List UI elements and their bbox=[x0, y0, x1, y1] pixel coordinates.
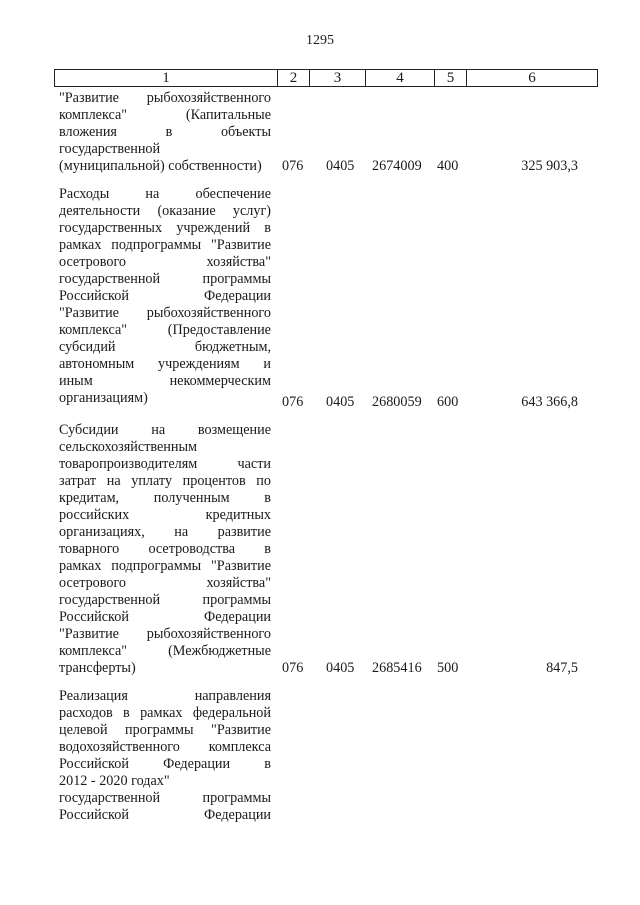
desc-line: комплекса" (Капитальные bbox=[59, 107, 271, 123]
desc-line: "Развитие рыбохозяйственного bbox=[59, 626, 271, 642]
expense-type: 400 bbox=[437, 158, 459, 174]
desc-line: рамках подпрограммы "Развитие bbox=[59, 237, 271, 253]
target-code: 2674009 bbox=[372, 158, 422, 174]
desc-line: трансферты) bbox=[59, 660, 136, 676]
row-description bbox=[59, 422, 271, 677]
desc-line: осетрового хозяйства" bbox=[59, 254, 271, 270]
amount: 847,5 bbox=[546, 660, 578, 676]
desc-line: рамках подпрограммы "Развитие bbox=[59, 558, 271, 574]
desc-line: Российской Федерации в bbox=[59, 756, 271, 772]
header-col-1: 1 bbox=[55, 70, 278, 86]
desc-line: государственной программы bbox=[59, 790, 271, 806]
expense-type: 500 bbox=[437, 660, 459, 676]
desc-line: Субсидии на возмещение bbox=[59, 422, 271, 438]
desc-line: Реализация направления bbox=[59, 688, 271, 704]
row-description bbox=[59, 90, 271, 175]
header-col-4: 4 bbox=[366, 70, 435, 86]
table-header bbox=[54, 69, 598, 87]
desc-line: Расходы на обеспечение bbox=[59, 186, 271, 202]
desc-line: сельскохозяйственным bbox=[59, 439, 198, 455]
target-code: 2680059 bbox=[372, 394, 422, 410]
desc-line: российских кредитных bbox=[59, 507, 271, 523]
amount: 643 366,8 bbox=[521, 394, 578, 410]
ministry-code: 076 bbox=[282, 394, 304, 410]
desc-line: "Развитие рыбохозяйственного bbox=[59, 305, 271, 321]
desc-line: расходов в рамках федеральной bbox=[59, 705, 271, 721]
desc-line: иным некоммерческим bbox=[59, 373, 271, 389]
target-code: 2685416 bbox=[372, 660, 422, 676]
desc-line: вложения в объекты bbox=[59, 124, 271, 140]
desc-line: государственной программы bbox=[59, 592, 271, 608]
desc-line: товаропроизводителям части bbox=[59, 456, 271, 472]
desc-line: субсидий бюджетным, bbox=[59, 339, 271, 355]
desc-line: государственных учреждений в bbox=[59, 220, 271, 236]
amount: 325 903,3 bbox=[521, 158, 578, 174]
section-code: 0405 bbox=[326, 660, 355, 676]
desc-line: государственной bbox=[59, 141, 161, 157]
desc-line: осетрового хозяйства" bbox=[59, 575, 271, 591]
desc-line: Российской Федерации bbox=[59, 609, 271, 625]
section-code: 0405 bbox=[326, 394, 355, 410]
header-col-3: 3 bbox=[310, 70, 366, 86]
header-col-5: 5 bbox=[435, 70, 467, 86]
row-description bbox=[59, 688, 271, 824]
desc-line: Российской Федерации bbox=[59, 288, 271, 304]
desc-line: деятельности (оказание услуг) bbox=[59, 203, 271, 219]
header-col-6: 6 bbox=[528, 70, 536, 86]
ministry-code: 076 bbox=[282, 660, 304, 676]
desc-line: 2012 - 2020 годах" bbox=[59, 773, 170, 789]
desc-line: комплекса" (Межбюджетные bbox=[59, 643, 271, 659]
desc-line: товарного осетроводства в bbox=[59, 541, 271, 557]
desc-line: Российской Федерации bbox=[59, 807, 271, 823]
desc-line: организациях, на развитие bbox=[59, 524, 271, 540]
desc-line: автономным учреждениям и bbox=[59, 356, 271, 372]
desc-line: "Развитие рыбохозяйственного bbox=[59, 90, 271, 106]
desc-line: затрат на уплату процентов по bbox=[59, 473, 271, 489]
desc-line: государственной программы bbox=[59, 271, 271, 287]
desc-line: комплекса" (Предоставление bbox=[59, 322, 271, 338]
ministry-code: 076 bbox=[282, 158, 304, 174]
desc-line: водохозяйственного комплекса bbox=[59, 739, 271, 755]
header-col-2: 2 bbox=[278, 70, 310, 86]
expense-type: 600 bbox=[437, 394, 459, 410]
row-description bbox=[59, 186, 271, 407]
page-number: 1295 bbox=[306, 33, 334, 48]
desc-line: организациям) bbox=[59, 390, 148, 406]
desc-line: кредитам, полученным в bbox=[59, 490, 271, 506]
section-code: 0405 bbox=[326, 158, 355, 174]
desc-line: целевой программы "Развитие bbox=[59, 722, 271, 738]
desc-line: (муниципальной) собственности) bbox=[59, 158, 262, 174]
